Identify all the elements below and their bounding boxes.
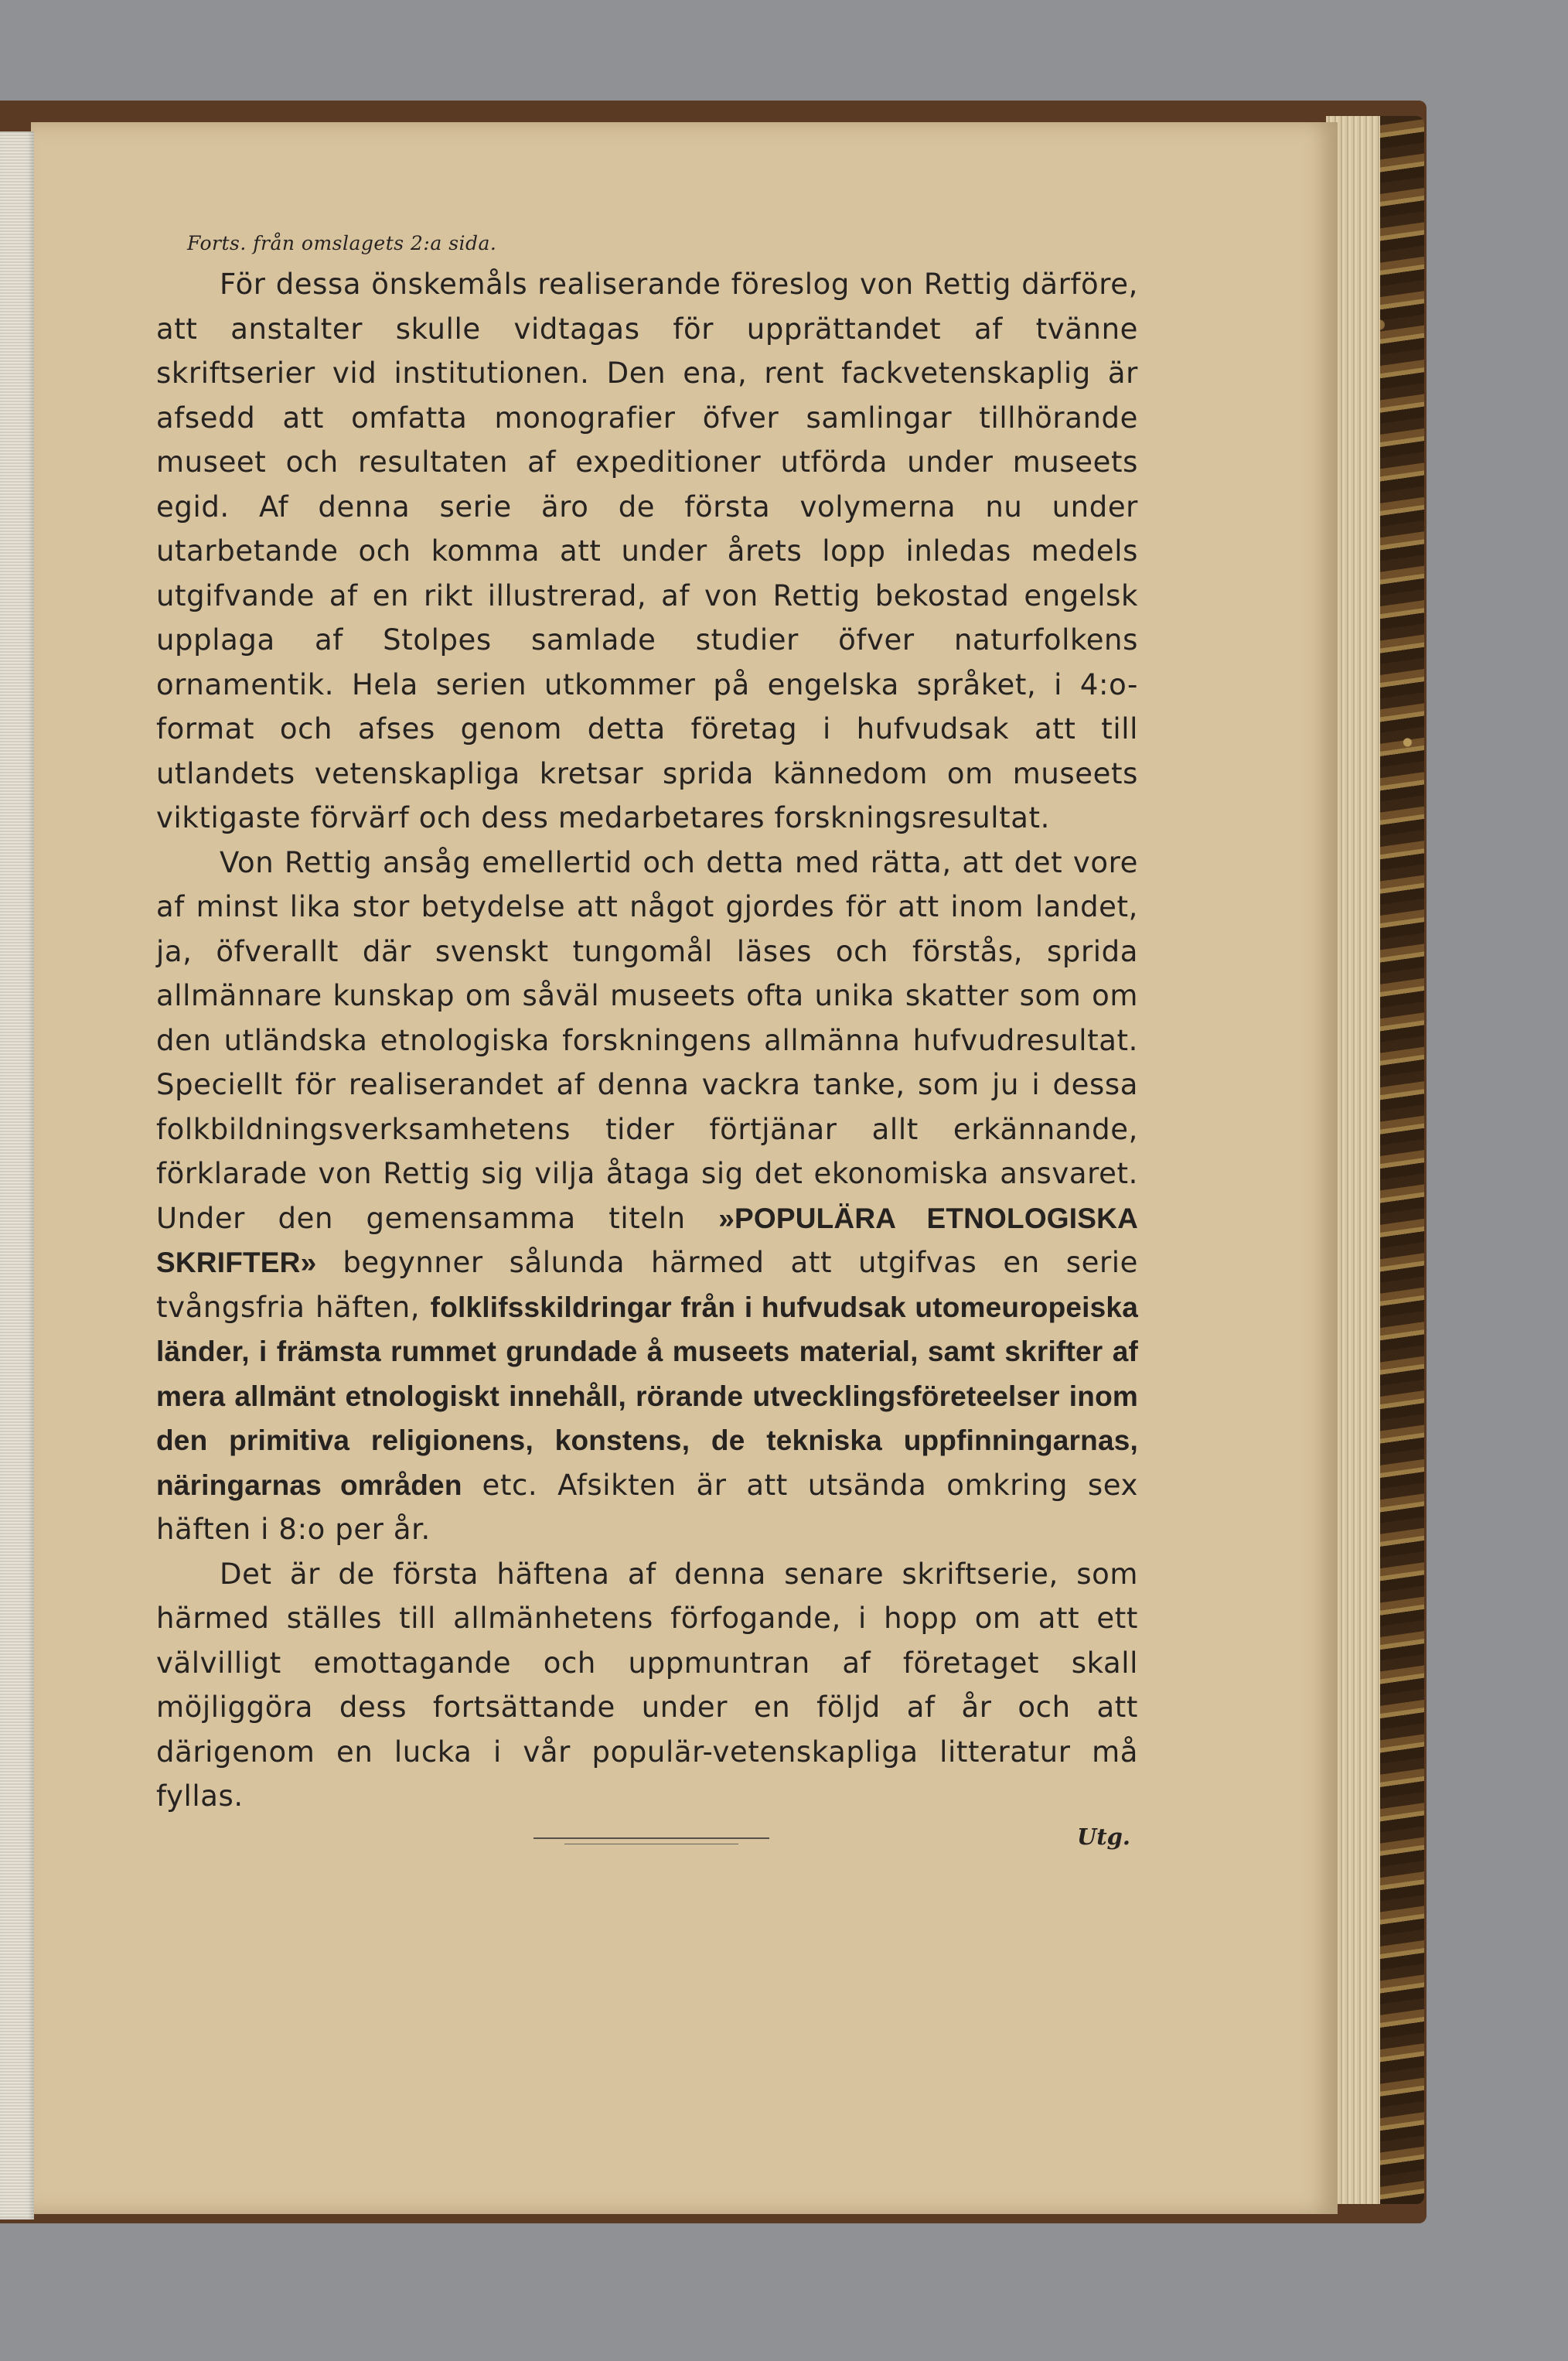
paragraph-1	[156, 262, 1138, 841]
paragraph-text: Von Rettig ansåg emellertid och detta med rätta, att det vore af minst lika stor betydelse att något gjordes för att inom landet, ja, öfverallt där svenskt tungomål läses och förstås, sprida allmännare kunskap om såväl museets ofta unika skatter som om den utländska etnologiska forskningens allmänna hufvudresultat. Speciellt för realiserandet af denna vackra tanke, som ju i dessa folkbildningsverksamhetens tider förtjänar allt erkännande, förklarade von Rettig sig vilja åtaga sig det ekonomiska ansvaret. Under den gemensamma titeln	[156, 845, 1138, 1235]
paragraph-text: Det är de första häftena af denna senare skriftserie, som härmed ställes till allmänhetens förfogande, i hopp om att ett välvilligt emottagande och uppmuntran af företaget skall möjliggöra dess fortsättande under en följd af år och att därigenom en lucka i vår populär-vetenskapliga litteratur må fyllas.	[156, 1557, 1138, 1813]
paragraph-2	[156, 841, 1138, 1552]
series-description: folklifsskildringar från i hufvudsak utomeuropeiska länder, i främsta rummet grundade å museets material, samt skrifter af mera allmänt etnologiskt innehåll, rörande utvecklingsföreteelser inom den primitiva religionens, konstens, de tekniska uppfinningarnas, näringarnas områden	[156, 1291, 1138, 1501]
page-text	[156, 232, 1138, 1850]
signature: Utg.	[1076, 1823, 1130, 1850]
series-title: »POPULÄRA ETNOLOGISKA SKRIFTER»	[156, 1202, 1138, 1278]
paragraph-3	[156, 1552, 1138, 1819]
binding-strip	[0, 131, 34, 2219]
closing-rule	[533, 1837, 769, 1839]
running-head: Forts. från omslagets 2:a sida.	[187, 232, 497, 254]
paragraph-text: begynner sålunda härmed att utgifvas en serie tvångsfria häften,	[156, 1246, 1138, 1324]
paragraph-text: För dessa önskemåls realiserande föreslog von Rettig därföre, att anstalter skulle vidtagas för upprättandet af tvänne skriftserier vid institutionen. Den ena, rent fackvetenskaplig är afsedd att omfatta monografier öfver samlingar tillhörande museet och resultaten af expeditioner utförda under museets egid. Af denna serie äro de första volymerna nu under utarbetande och komma att under årets lopp inledas medels utgifvande af en rikt illustrerad, af von Rettig bekostad engelsk upplaga af Stolpes samlade studier öfver naturfolkens ornamentik. Hela serien utkommer på engelska språket, i 4:o-format och afses genom detta företag i hufvudsak att till utlandets vetenskapliga kretsar sprida kännedom om museets viktigaste förvärf och dess medarbetares forskningsresultat.	[156, 268, 1138, 834]
paragraph-text: etc. Afsikten är att utsända omkring sex häften i 8:o per år.	[156, 1468, 1138, 1546]
